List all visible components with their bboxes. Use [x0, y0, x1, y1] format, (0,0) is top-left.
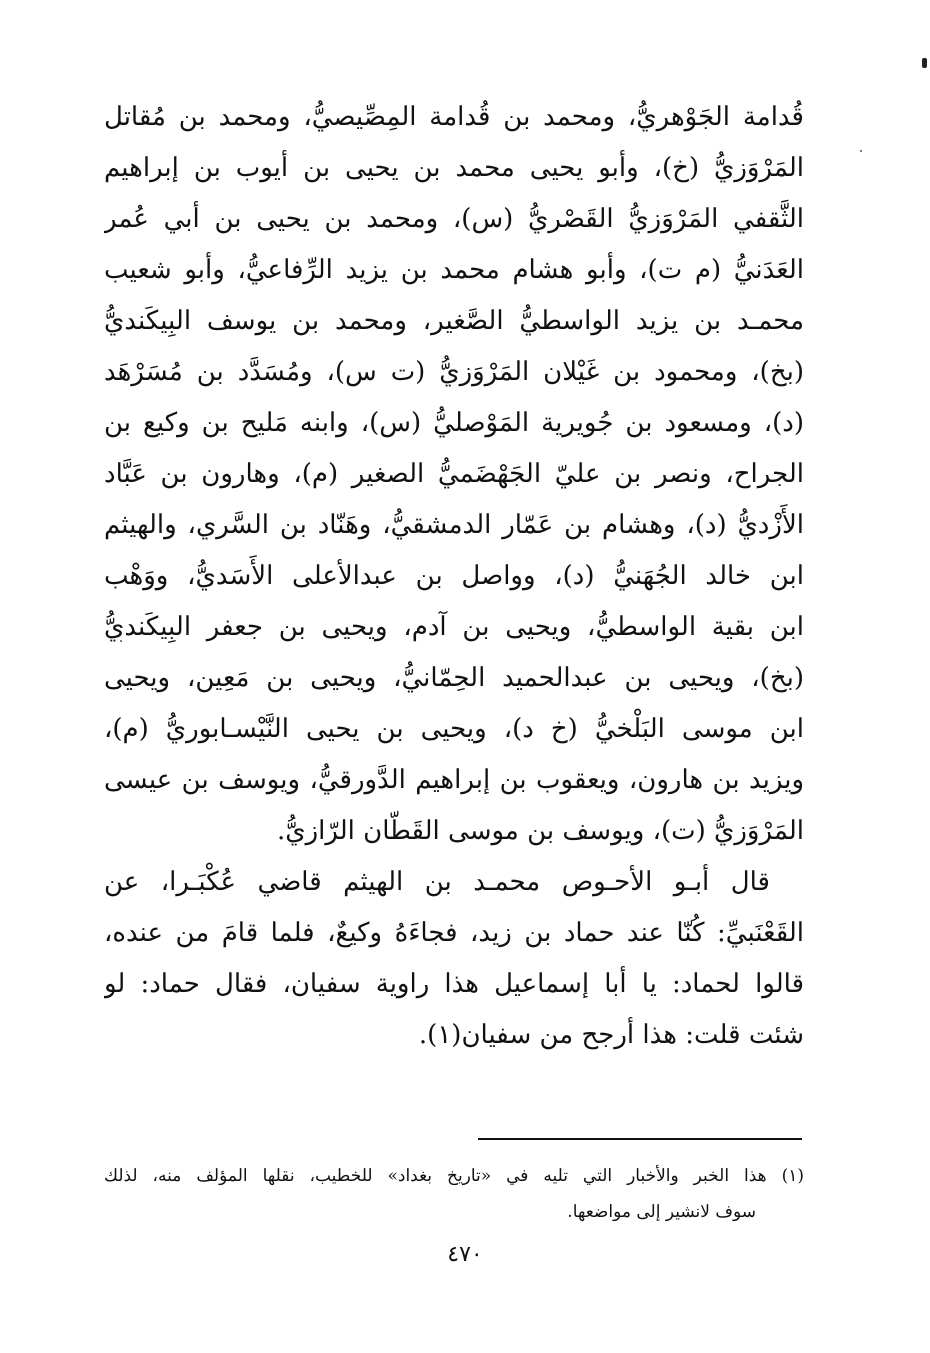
text-line: القَعْنَبيِّ: كُنّا عند حماد بن زيد، فجاءَهُ وكيعٌ، فلما قامَ من عنده، [104, 918, 804, 948]
footnote-marker: (١) [781, 1166, 804, 1186]
text-line: العَدَنيُّ (م ت)، وأبو هشام محمد بن يزيد الرِّفاعيُّ، وأبو شعيب [104, 255, 804, 285]
paper-speck [860, 150, 862, 152]
text-line: ابن موسى البَلْخيُّ (خ د)، ويحيى بن يحيى النَّيْسـابوريُّ (م)، [104, 714, 804, 744]
footnote [104, 1158, 804, 1230]
margin-ink-mark [922, 58, 927, 68]
text-line: محمـد بن يزيد الواسطيُّ الصَّغير، ومحمد بن يوسف البِيكَنديُّ [104, 306, 804, 336]
text-line: ويزيد بن هارون، ويعقوب بن إبراهيم الدَّورقيُّ، ويوسف بن عيسى [104, 765, 804, 795]
text-line: المَرْوَزيُّ (ت)، ويوسف بن موسى القَطّان الرّازيُّ. [276, 816, 804, 846]
text-line: ابن خالد الجُهَنيُّ (د)، وواصل بن عبدالأعلى الأَسَديُّ، ووَهْب [104, 561, 804, 591]
text-line: (د)، ومسعود بن جُويرية المَوْصليُّ (س)، وابنه مَليح بن وكيع بن [104, 408, 804, 438]
text-line: قالوا لحماد: يا أبا إسماعيل هذا راوية سفيان، فقال حماد: لو [104, 969, 804, 999]
footnote-line [104, 1158, 804, 1194]
text-line: المَرْوَزيُّ (خ)، وأبو يحيى محمد بن يحيى بن أيوب بن إبراهيم [104, 153, 804, 183]
paragraph-first-line: قال أبـو الأحـوص محمـد بن الهيثم قاضي عُكْبَـرا، عن [104, 867, 770, 897]
text-line: ابن بقية الواسطيُّ، ويحيى بن آدم، ويحيى بن جعفر البِيكَنديُّ [104, 612, 804, 642]
text-line: (بخ)، ويحيى بن عبدالحميد الحِمّانيُّ، ويحيى بن مَعِين، ويحيى [104, 663, 804, 693]
text-line: شئت قلت: هذا أرجح من سفيان(١). [418, 1020, 804, 1050]
text-line: قُدامة الجَوْهريُّ، ومحمد بن قُدامة المِصِّيصيُّ، ومحمد بن مُقاتل [104, 102, 804, 132]
text-line: (بخ)، ومحمود بن غَيْلان المَرْوَزيُّ (ت س)، ومُسَدَّد بن مُسَرْهَد [104, 357, 804, 387]
text-line: الأَزْديُّ (د)، وهشام بن عَمّار الدمشقيُّ، وهَنّاد بن السَّري، والهيثم [104, 510, 804, 540]
footnote-text: هذا الخبر والأخبار التي تليه في «تاريخ بغداد» للخطيب، نقلها المؤلف منه، لذلك [104, 1166, 767, 1186]
text-line: الثَّقفي المَرْوَزيُّ القَصْريُّ (س)، ومحمد بن يحيى بن أبي عُمر [104, 204, 804, 234]
footnote-separator [478, 1138, 802, 1140]
main-text [104, 92, 804, 1061]
page-number: ٤٧٠ [447, 1242, 483, 1267]
text-line: الجراح، ونصر بن عليّ الجَهْضَميُّ الصغير (م)، وهارون بن عَبَّاد [104, 459, 804, 489]
footnote-line: سوف لانشير إلى مواضعها. [567, 1202, 756, 1222]
